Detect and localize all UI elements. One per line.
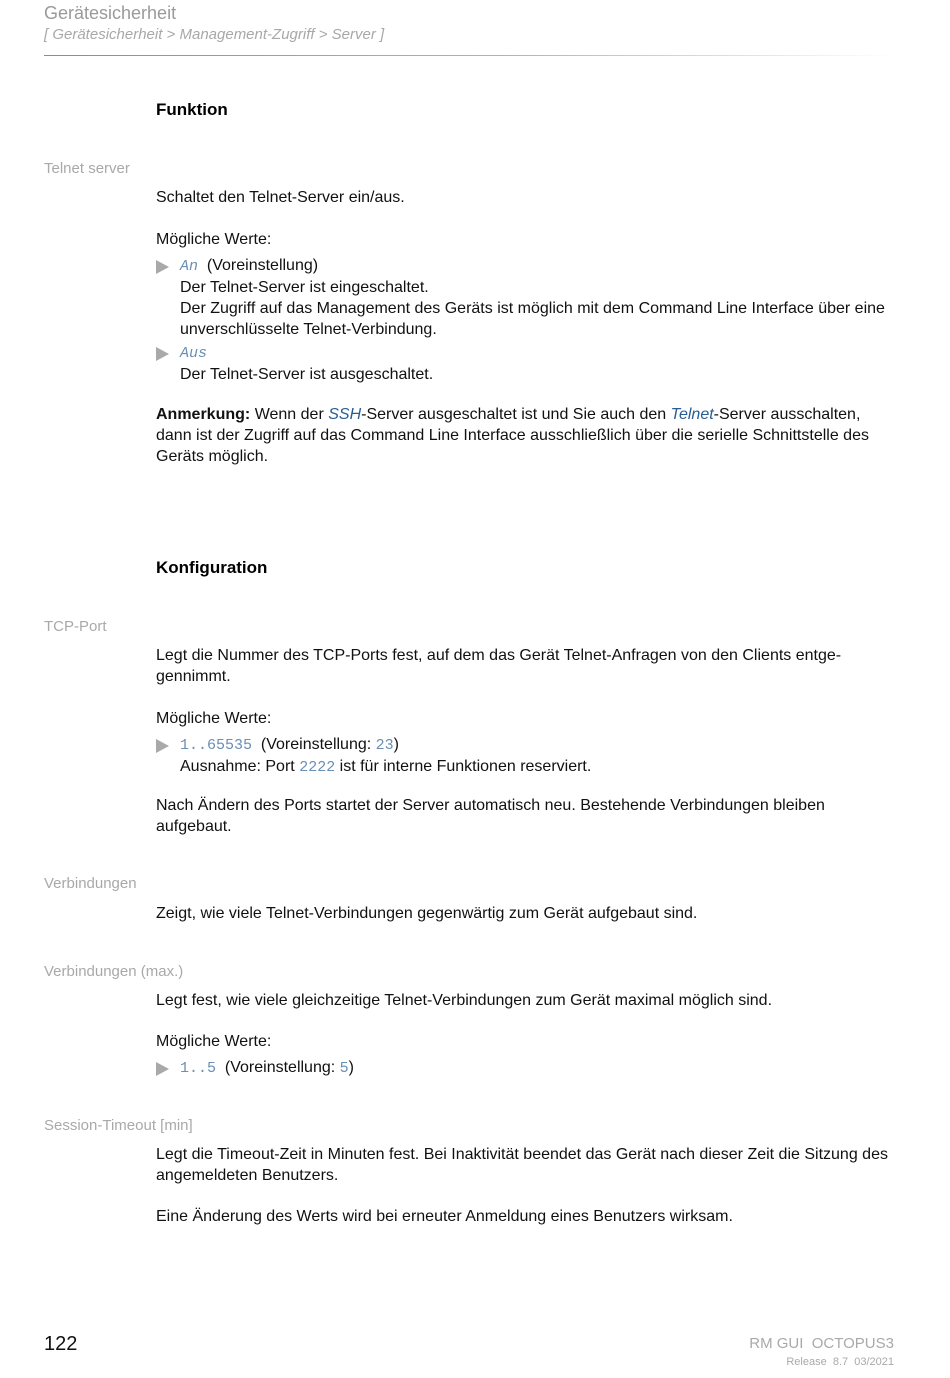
bullet-arrow-icon	[156, 260, 169, 274]
telnet-server-description: Schaltet den Telnet-Server ein/aus.	[156, 189, 405, 206]
option-description-line: Der Telnet-Server ist ausgeschaltet.	[180, 366, 434, 383]
bullet-arrow-icon	[156, 739, 169, 753]
default-value: 23	[375, 737, 394, 754]
param-label-session-timeout: Session-Timeout [min]	[44, 1117, 193, 1134]
verbindungen-max-description: Legt fest, wie viele gleichzeitige Telnet-Verbindungen zum Gerät maximal möglich sind.	[156, 992, 773, 1009]
ssh-link[interactable]: SSH	[328, 406, 362, 423]
section-title-funktion: Funktion	[156, 100, 228, 119]
option-value: An	[180, 258, 199, 275]
tcp-port-after-note: Nach Ändern des Ports startet der Server automatisch neu. Bestehende Verbindungen bleiben aufgebaut.	[156, 797, 825, 835]
option-an	[156, 255, 896, 340]
footer-release: Release 8.7 03/2021	[786, 1356, 894, 1368]
header-divider	[44, 55, 894, 56]
param-label-verbindungen: Verbindungen	[44, 875, 137, 892]
tcp-port-range-item	[156, 734, 896, 778]
verbindungen-description: Zeigt, wie viele Telnet-Verbindungen gegenwärtig zum Gerät aufgebaut sind.	[156, 905, 698, 922]
exception-port: 2222	[299, 759, 336, 776]
bullet-arrow-icon	[156, 347, 169, 361]
session-timeout-after-note: Eine Änderung des Werts wird bei erneuter Anmeldung eines Benutzers wirksam.	[156, 1208, 733, 1225]
default-label: (Voreinstellung:	[224, 1059, 336, 1076]
breadcrumb: [ Gerätesicherheit > Management-Zugriff > Server ]	[44, 26, 385, 43]
tcp-port-description: Legt die Nummer des TCP-Ports fest, auf dem das Gerät Telnet-Anfragen von den Clients entgegennimmt.	[156, 647, 842, 685]
range-value: 1..65535	[180, 737, 253, 754]
telnet-server-possible-values: Mögliche Werte:	[156, 231, 272, 248]
option-aus	[156, 342, 896, 385]
default-suffix: )	[348, 1059, 354, 1076]
option-description-line: Der Telnet-Server ist eingeschaltet.	[180, 279, 429, 296]
page-number: 122	[44, 1333, 78, 1355]
param-label-telnet-server: Telnet server	[44, 160, 130, 177]
footer-product: RM GUI OCTOPUS3	[749, 1335, 894, 1352]
tcp-port-possible-values: Mögliche Werte:	[156, 710, 272, 727]
session-timeout-description: Legt die Timeout-Zeit in Minuten fest. Bei Inaktivität beendet das Gerät nach dieser Zeit die Sitzung des angemeldeten Benutzers.	[156, 1146, 888, 1184]
option-description-line: Der Zugriff auf das Management des Geräts ist möglich mit dem Command Line Interface über eine unverschlüsselte Telnet-Verbindung.	[180, 300, 885, 338]
note-text: Wenn der	[254, 406, 324, 423]
exception-text: Ausnahme: Port	[180, 758, 295, 775]
exception-text: ist für interne Funktionen reserviert.	[339, 758, 592, 775]
range-value: 1..5	[180, 1060, 217, 1077]
bullet-arrow-icon	[156, 1062, 169, 1076]
default-value: 5	[339, 1060, 349, 1077]
param-label-verbindungen-max: Verbindungen (max.)	[44, 963, 184, 980]
telnet-server-note	[156, 404, 896, 467]
option-value: Aus	[180, 345, 208, 362]
note-text: -Server ausgeschaltet ist und Sie auch den	[361, 406, 667, 423]
verbindungen-max-range-item	[156, 1057, 896, 1079]
default-label: (Voreinstellung:	[260, 736, 372, 753]
option-default-note: (Voreinstellung)	[206, 257, 319, 274]
telnet-link[interactable]: Telnet	[670, 406, 714, 423]
section-title-konfiguration: Konfiguration	[156, 558, 268, 577]
verbindungen-max-possible-values: Mögliche Werte:	[156, 1033, 272, 1050]
page-header-title: Gerätesicherheit	[44, 3, 177, 23]
note-label: Anmerkung:	[156, 406, 251, 423]
default-suffix: )	[393, 736, 399, 753]
param-label-tcp-port: TCP-Port	[44, 618, 107, 635]
note-text: -Server ausschalten, dann ist der Zugriff auf das Command Line Interface ausschließlich über die serielle Schnittstelle des Geräts möglich.	[156, 406, 869, 465]
